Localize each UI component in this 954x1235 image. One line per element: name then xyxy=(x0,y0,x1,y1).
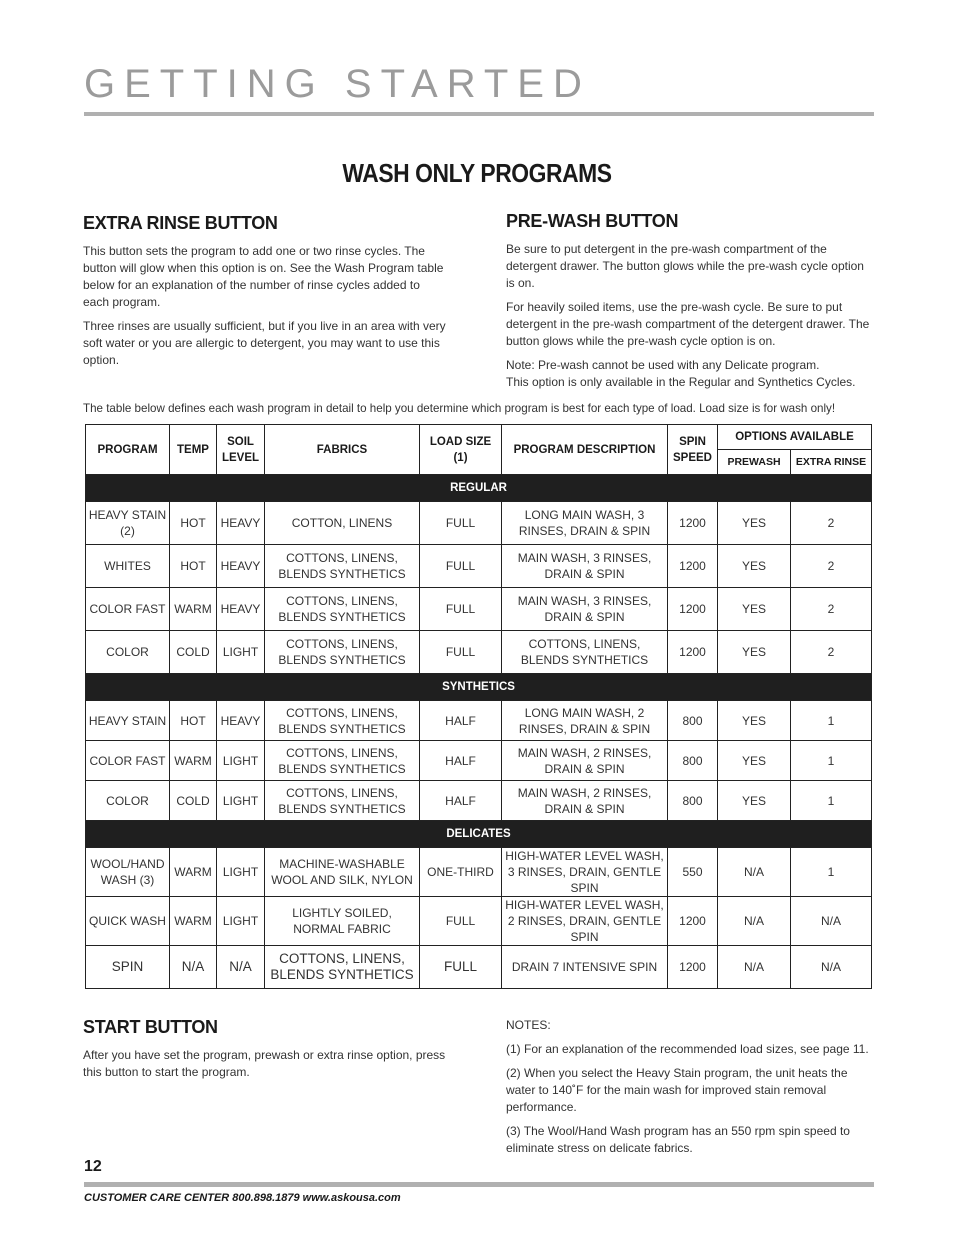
footer-contact: CUSTOMER CARE CENTER 800.898.1879 www.askousa.com xyxy=(84,1192,401,1204)
extra-rinse-section xyxy=(83,213,448,369)
cell-prewash: YES xyxy=(718,781,791,821)
cell-load-size: HALF xyxy=(420,741,502,781)
cell-spin-speed: 800 xyxy=(668,741,718,781)
cell-program: COLOR xyxy=(86,781,170,821)
header-load-size: LOAD SIZE (1) xyxy=(420,425,502,475)
table-row xyxy=(86,701,872,741)
header-extra-rinse: EXTRA RINSE xyxy=(791,450,872,475)
cell-program: COLOR FAST xyxy=(86,741,170,781)
table-row xyxy=(86,946,872,989)
cell-fabrics: COTTONS, LINENS, BLENDS SYNTHETICS xyxy=(265,631,420,674)
group-row xyxy=(86,821,872,848)
cell-extra-rinse: 2 xyxy=(791,502,872,545)
cell-spin-speed: 800 xyxy=(668,701,718,741)
notes-label: NOTES: xyxy=(506,1018,551,1032)
cell-program: COLOR FAST xyxy=(86,588,170,631)
pre-wash-note-1: Note: Pre-wash cannot be used with any Delicate program. xyxy=(506,358,820,372)
cell-soil-level: HEAVY xyxy=(217,588,265,631)
cell-extra-rinse: N/A xyxy=(791,946,872,989)
cell-extra-rinse: 1 xyxy=(791,848,872,897)
cell-temp: COLD xyxy=(170,631,217,674)
cell-program: HEAVY STAIN xyxy=(86,701,170,741)
cell-program: WHITES xyxy=(86,545,170,588)
cell-extra-rinse: 2 xyxy=(791,588,872,631)
cell-load-size: FULL xyxy=(420,588,502,631)
cell-load-size: FULL xyxy=(420,897,502,946)
cell-temp: COLD xyxy=(170,781,217,821)
header-spin-speed: SPIN SPEED xyxy=(668,425,718,475)
table-row xyxy=(86,741,872,781)
cell-spin-speed: 1200 xyxy=(668,502,718,545)
header-program-description: PROGRAM DESCRIPTION xyxy=(502,425,668,475)
footer-divider xyxy=(84,1182,874,1187)
cell-extra-rinse: N/A xyxy=(791,897,872,946)
cell-program-description: MAIN WASH, 2 RINSES, DRAIN & SPIN xyxy=(502,741,668,781)
cell-soil-level: HEAVY xyxy=(217,502,265,545)
cell-spin-speed: 1200 xyxy=(668,545,718,588)
group-row xyxy=(86,674,872,701)
cell-prewash: N/A xyxy=(718,897,791,946)
cell-program-description: HIGH-WATER LEVEL WASH, 2 RINSES, DRAIN, GENTLE SPIN xyxy=(502,897,668,946)
page-number: 12 xyxy=(84,1158,102,1175)
cell-program: SPIN xyxy=(86,946,170,989)
cell-load-size: HALF xyxy=(420,701,502,741)
cell-load-size: FULL xyxy=(420,946,502,989)
table-row xyxy=(86,631,872,674)
cell-temp: HOT xyxy=(170,545,217,588)
cell-program-description: HIGH-WATER LEVEL WASH, 3 RINSES, DRAIN, GENTLE SPIN xyxy=(502,848,668,897)
pre-wash-note-2: This option is only available in the Regular and Synthetics Cycles. xyxy=(506,375,856,389)
group-label: DELICATES xyxy=(86,821,872,848)
cell-temp: WARM xyxy=(170,588,217,631)
cell-spin-speed: 550 xyxy=(668,848,718,897)
cell-prewash: N/A xyxy=(718,848,791,897)
cell-prewash: YES xyxy=(718,588,791,631)
cell-load-size: FULL xyxy=(420,502,502,545)
cell-soil-level: LIGHT xyxy=(217,897,265,946)
cell-extra-rinse: 2 xyxy=(791,545,872,588)
cell-load-size: HALF xyxy=(420,781,502,821)
cell-program: WOOL/HAND WASH (3) xyxy=(86,848,170,897)
cell-program-description: LONG MAIN WASH, 2 RINSES, DRAIN & SPIN xyxy=(502,701,668,741)
header-options-available: OPTIONS AVAILABLE xyxy=(718,425,872,450)
cell-spin-speed: 1200 xyxy=(668,588,718,631)
title-divider xyxy=(84,112,874,116)
cell-extra-rinse: 1 xyxy=(791,781,872,821)
cell-fabrics: COTTONS, LINENS, BLENDS SYNTHETICS xyxy=(265,545,420,588)
header-program: PROGRAM xyxy=(86,425,170,475)
table-row xyxy=(86,848,872,897)
extra-rinse-heading: EXTRA RINSE BUTTON xyxy=(83,213,278,233)
header-soil-level: SOIL LEVEL xyxy=(217,425,265,475)
extra-rinse-para-2: Three rinses are usually sufficient, but if you live in an area with very soft water or you are allergic to detergent, you may want to use this option. xyxy=(83,319,446,367)
cell-temp: WARM xyxy=(170,897,217,946)
table-row xyxy=(86,588,872,631)
table-row xyxy=(86,781,872,821)
cell-soil-level: N/A xyxy=(217,946,265,989)
cell-load-size: FULL xyxy=(420,545,502,588)
start-button-heading: START BUTTON xyxy=(83,1017,218,1037)
cell-soil-level: LIGHT xyxy=(217,741,265,781)
cell-soil-level: LIGHT xyxy=(217,781,265,821)
cell-soil-level: LIGHT xyxy=(217,631,265,674)
cell-temp: N/A xyxy=(170,946,217,989)
cell-prewash: YES xyxy=(718,545,791,588)
table-body xyxy=(86,475,872,989)
header-temp: TEMP xyxy=(170,425,217,475)
pre-wash-para-1: Be sure to put detergent in the pre-wash compartment of the detergent drawer. The button glows while the pre-wash cycle option is on. xyxy=(506,242,864,290)
cell-program-description: MAIN WASH, 2 RINSES, DRAIN & SPIN xyxy=(502,781,668,821)
header-prewash: PREWASH xyxy=(718,450,791,475)
cell-prewash: YES xyxy=(718,741,791,781)
cell-extra-rinse: 1 xyxy=(791,741,872,781)
cell-program: HEAVY STAIN (2) xyxy=(86,502,170,545)
start-button-section xyxy=(83,1017,448,1081)
cell-prewash: YES xyxy=(718,502,791,545)
cell-spin-speed: 800 xyxy=(668,781,718,821)
note-item: (1) For an explanation of the recommended load sizes, see page 11. xyxy=(506,1042,869,1056)
pre-wash-para-2: For heavily soiled items, use the pre-wash cycle. Be sure to put detergent in the pre-wash compartment of the detergent drawer. The button glows while the pre-wash cycle option is on. xyxy=(506,300,870,348)
cell-spin-speed: 1200 xyxy=(668,631,718,674)
cell-program-description: COTTONS, LINENS, BLENDS SYNTHETICS xyxy=(502,631,668,674)
cell-prewash: YES xyxy=(718,701,791,741)
cell-load-size: ONE-THIRD xyxy=(420,848,502,897)
cell-program-description: MAIN WASH, 3 RINSES, DRAIN & SPIN xyxy=(502,545,668,588)
pre-wash-heading: PRE-WASH BUTTON xyxy=(506,211,679,231)
cell-soil-level: HEAVY xyxy=(217,545,265,588)
cell-load-size: FULL xyxy=(420,631,502,674)
page-title: GETTING STARTED xyxy=(84,62,591,106)
cell-fabrics: COTTONS, LINENS, BLENDS SYNTHETICS xyxy=(265,588,420,631)
table-intro: The table below defines each wash program in detail to help you determine which program is best for each type of load. Load size is for wash only! xyxy=(83,402,836,415)
start-button-para: After you have set the program, prewash or extra rinse option, press this button to start the program. xyxy=(83,1048,446,1079)
group-label: SYNTHETICS xyxy=(86,674,872,701)
cell-program: COLOR xyxy=(86,631,170,674)
cell-program-description: DRAIN 7 INTENSIVE SPIN xyxy=(502,946,668,989)
cell-spin-speed: 1200 xyxy=(668,897,718,946)
cell-fabrics: COTTONS, LINENS, BLENDS SYNTHETICS xyxy=(265,741,420,781)
group-row xyxy=(86,475,872,502)
table-row xyxy=(86,502,872,545)
table-row xyxy=(86,545,872,588)
group-label: REGULAR xyxy=(86,475,872,502)
note-item: (3) The Wool/Hand Wash program has an 550 rpm spin speed to eliminate stress on delicate fabrics. xyxy=(506,1124,850,1155)
cell-temp: WARM xyxy=(170,741,217,781)
cell-soil-level: HEAVY xyxy=(217,701,265,741)
cell-fabrics: MACHINE-WASHABLE WOOL AND SILK, NYLON xyxy=(265,848,420,897)
cell-extra-rinse: 2 xyxy=(791,631,872,674)
cell-prewash: N/A xyxy=(718,946,791,989)
cell-fabrics: COTTON, LINENS xyxy=(265,502,420,545)
note-item: (2) When you select the Heavy Stain program, the unit heats the water to 140˚F for the main wash for improved stain removal performance. xyxy=(506,1066,848,1114)
cell-temp: WARM xyxy=(170,848,217,897)
cell-fabrics: LIGHTLY SOILED, NORMAL FABRIC xyxy=(265,897,420,946)
cell-temp: HOT xyxy=(170,502,217,545)
wash-program-table xyxy=(85,424,872,989)
cell-fabrics: COTTONS, LINENS, BLENDS SYNTHETICS xyxy=(265,781,420,821)
cell-fabrics: COTTONS, LINENS, BLENDS SYNTHETICS xyxy=(265,701,420,741)
cell-prewash: YES xyxy=(718,631,791,674)
cell-temp: HOT xyxy=(170,701,217,741)
cell-program-description: MAIN WASH, 3 RINSES, DRAIN & SPIN xyxy=(502,588,668,631)
cell-soil-level: LIGHT xyxy=(217,848,265,897)
notes-section xyxy=(506,1017,874,1157)
cell-program: QUICK WASH xyxy=(86,897,170,946)
cell-spin-speed: 1200 xyxy=(668,946,718,989)
pre-wash-section xyxy=(506,211,874,391)
table-row xyxy=(86,897,872,946)
cell-program-description: LONG MAIN WASH, 3 RINSES, DRAIN & SPIN xyxy=(502,502,668,545)
extra-rinse-para-1: This button sets the program to add one or two rinse cycles. The button will glow when this option is on. See the Wash Program table below for an explanation of the number of rinse cycles added to each program. xyxy=(83,244,444,309)
header-fabrics: FABRICS xyxy=(265,425,420,475)
cell-extra-rinse: 1 xyxy=(791,701,872,741)
cell-fabrics: COTTONS, LINENS, BLENDS SYNTHETICS xyxy=(265,946,420,989)
section-heading: WASH ONLY PROGRAMS xyxy=(342,158,612,188)
